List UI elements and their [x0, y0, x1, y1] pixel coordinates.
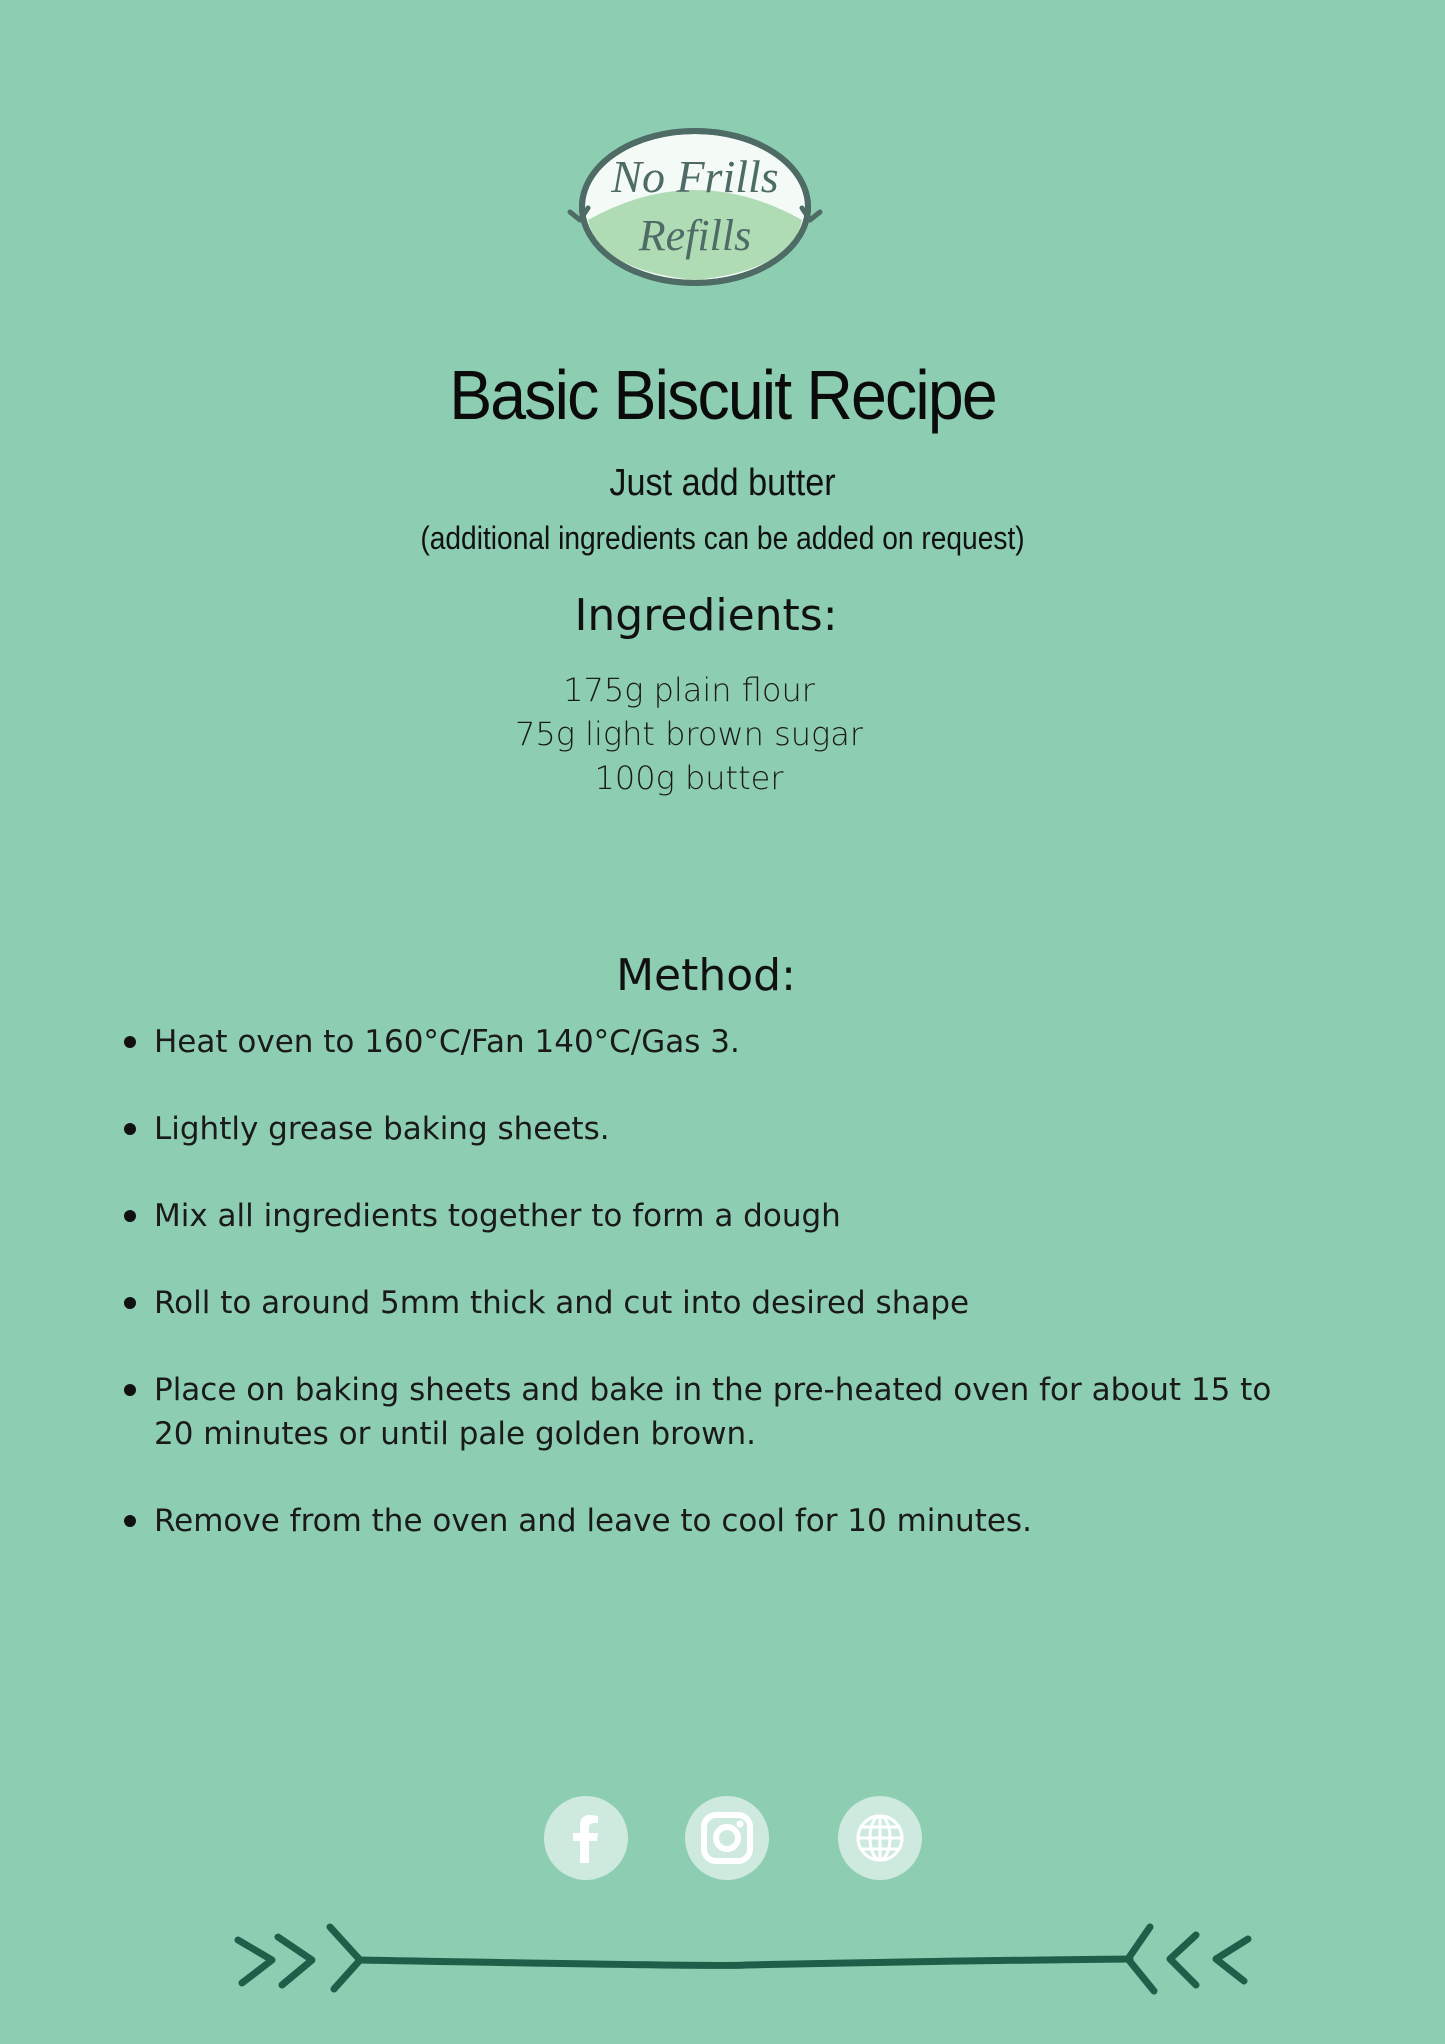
method-step-text: Lightly grease baking sheets.	[154, 1111, 610, 1147]
bullet-icon	[124, 1210, 136, 1222]
facebook-icon[interactable]	[541, 1793, 631, 1883]
method-step	[122, 1281, 1272, 1325]
method-step	[122, 1020, 1272, 1064]
arrow-divider	[230, 1915, 1260, 1995]
method-step	[122, 1194, 1272, 1238]
ingredient-item: 175g plain flour	[563, 671, 815, 709]
globe-icon[interactable]	[835, 1793, 925, 1883]
no-frills-refills-logo	[560, 120, 830, 295]
ingredient-item: 100g butter	[594, 759, 784, 797]
method-step-text: Heat oven to 160°C/Fan 140°C/Gas 3.	[154, 1024, 740, 1060]
logo-line2: Refills	[638, 211, 752, 260]
method-step	[122, 1107, 1272, 1151]
method-step-text: Mix all ingredients together to form a dough	[154, 1198, 841, 1234]
bullet-icon	[124, 1384, 136, 1396]
recipe-note: (additional ingredients can be added on request)	[420, 520, 1025, 556]
method-steps	[122, 1020, 1272, 1586]
method-step-text: Roll to around 5mm thick and cut into desired shape	[154, 1285, 970, 1321]
ingredients-list	[0, 668, 1378, 800]
ingredient-item: 75g light brown sugar	[515, 715, 863, 753]
recipe-title: Basic Biscuit Recipe	[449, 356, 996, 434]
method-heading: Method:	[616, 950, 796, 1001]
instagram-icon[interactable]	[682, 1793, 772, 1883]
bullet-icon	[124, 1123, 136, 1135]
recipe-subtitle: Just add butter	[609, 462, 836, 504]
ingredients-heading: Ingredients:	[574, 590, 838, 641]
logo-line1: No Frills	[611, 151, 779, 202]
method-step-text: Remove from the oven and leave to cool for 10 minutes.	[154, 1503, 1032, 1539]
method-step-text: Place on baking sheets and bake in the pre-heated oven for about 15 to 20 minutes or until pale golden brown.	[154, 1372, 1272, 1452]
method-step	[122, 1368, 1272, 1456]
bullet-icon	[124, 1036, 136, 1048]
bullet-icon	[124, 1515, 136, 1527]
method-step	[122, 1499, 1272, 1543]
bullet-icon	[124, 1297, 136, 1309]
